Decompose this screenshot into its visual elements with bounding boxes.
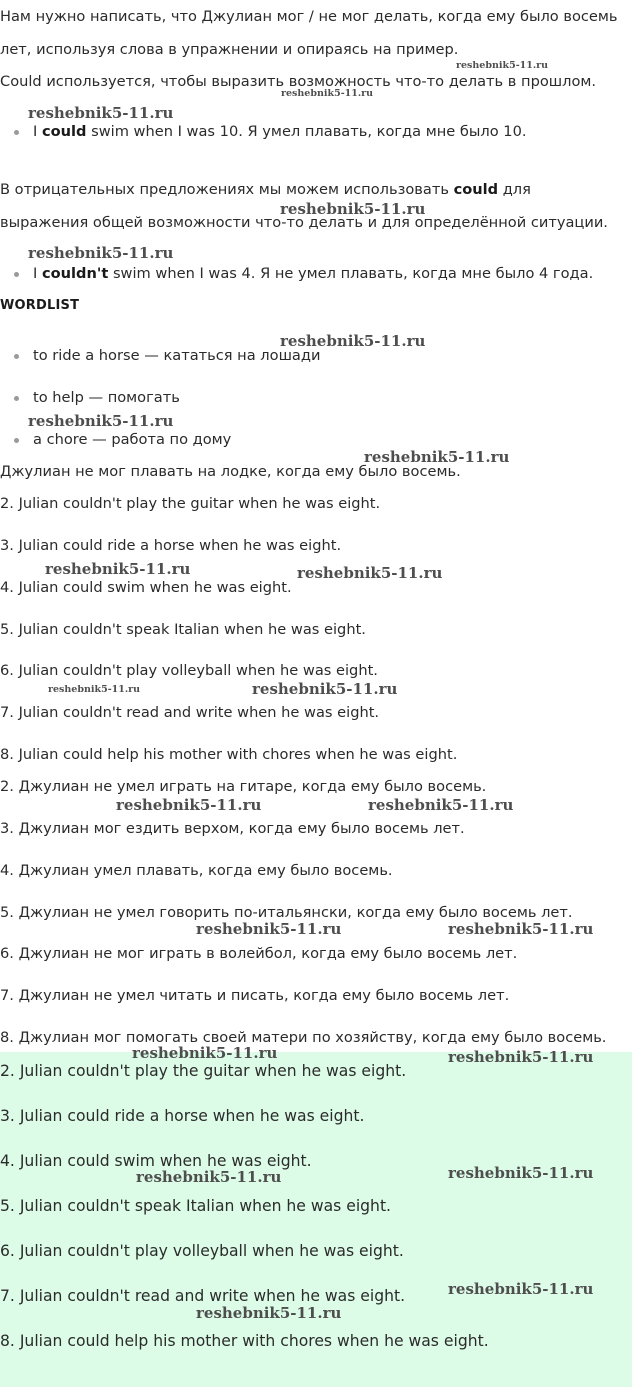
answer-ru-5: 5. Джулиан не умел говорить по-итальянски, когда ему было восемь лет. <box>0 904 573 921</box>
answer-ru-7: 7. Джулиан не умел читать и писать, когда ему было восемь лет. <box>0 987 510 1004</box>
watermark: reshebnik5-11.ru <box>364 448 510 466</box>
watermark: reshebnik5-11.ru <box>196 1304 342 1322</box>
answer-ru-6: 6. Джулиан не мог играть в волейбол, когда ему было восемь лет. <box>0 945 518 962</box>
answer-en-2: 2. Julian couldn't play the guitar when he was eight. <box>0 495 381 512</box>
wordlist-title: WORDLIST <box>0 298 80 313</box>
watermark: reshebnik5-11.ru <box>448 1164 594 1182</box>
watermark: reshebnik5-11.ru <box>456 60 549 71</box>
bullet-dot <box>14 272 19 277</box>
example-bullet-2: I couldn't swim when I was 4. Я не умел плавать, когда мне было 4 года. <box>0 263 632 285</box>
watermark: reshebnik5-11.ru <box>252 680 398 698</box>
negative-line-2: выражения общей возможности что-то делать и для определённой ситуации. <box>0 214 608 231</box>
watermark: reshebnik5-11.ru <box>281 88 374 99</box>
answer-en-4: 4. Julian could swim when he was eight. <box>0 579 292 596</box>
final-answer-4: 4. Julian could swim when he was eight. <box>0 1152 312 1170</box>
answer-en-3: 3. Julian could ride a horse when he was eight. <box>0 537 342 554</box>
watermark: reshebnik5-11.ru <box>116 796 262 814</box>
example-bullet-1: I could swim when I was 10. Я умел плавать, когда мне было 10. <box>0 121 632 143</box>
negative-line-1: В отрицательных предложениях мы можем использовать could для <box>0 181 531 198</box>
watermark: reshebnik5-11.ru <box>280 332 426 350</box>
keyword-couldnt: couldn't <box>41 265 109 282</box>
final-answer-5: 5. Julian couldn't speak Italian when he was eight. <box>0 1197 392 1215</box>
intro-line-1: Нам нужно написать, что Джулиан мог / не мог делать, когда ему было восемь <box>0 8 618 25</box>
wordlist-item: to help — помогать <box>0 387 632 409</box>
bullet-dot <box>14 396 19 401</box>
answer-en-6: 6. Julian couldn't play volleyball when he was eight. <box>0 662 378 679</box>
watermark: reshebnik5-11.ru <box>132 1044 278 1062</box>
final-answer-8: 8. Julian could help his mother with chores when he was eight. <box>0 1332 489 1350</box>
watermark: reshebnik5-11.ru <box>45 560 191 578</box>
watermark: reshebnik5-11.ru <box>28 412 174 430</box>
watermark: reshebnik5-11.ru <box>448 1280 594 1298</box>
answer-en-5: 5. Julian couldn't speak Italian when he was eight. <box>0 621 366 638</box>
keyword-could: could <box>41 123 87 140</box>
bullet-dot <box>14 354 19 359</box>
answer-en-7: 7. Julian couldn't read and write when he was eight. <box>0 704 380 721</box>
watermark: reshebnik5-11.ru <box>48 684 141 695</box>
watermark: reshebnik5-11.ru <box>28 104 174 122</box>
final-answer-7: 7. Julian couldn't read and write when he was eight. <box>0 1287 406 1305</box>
watermark: reshebnik5-11.ru <box>136 1168 282 1186</box>
watermark: reshebnik5-11.ru <box>368 796 514 814</box>
final-answer-6: 6. Julian couldn't play volleyball when he was eight. <box>0 1242 404 1260</box>
wordlist-item: a chore — работа по дому <box>0 429 632 451</box>
bullet-dot <box>14 438 19 443</box>
answer-ru-2: 2. Джулиан не умел играть на гитаре, когда ему было восемь. <box>0 778 487 795</box>
keyword-could-2: could <box>453 181 499 198</box>
answer-ru-8: 8. Джулиан мог помогать своей матери по хозяйству, когда ему было восемь. <box>0 1029 607 1046</box>
final-answer-2: 2. Julian couldn't play the guitar when he was eight. <box>0 1062 407 1080</box>
watermark: reshebnik5-11.ru <box>196 920 342 938</box>
answer-ru-3: 3. Джулиан мог ездить верхом, когда ему было восемь лет. <box>0 820 465 837</box>
answer-ru-4: 4. Джулиан умел плавать, когда ему было восемь. <box>0 862 393 879</box>
wordlist-item: to ride a horse — кататься на лошади <box>0 345 632 367</box>
answer-en-8: 8. Julian could help his mother with chores when he was eight. <box>0 746 458 763</box>
intro-line-2: лет, используя слова в упражнении и опираясь на пример. <box>0 41 459 58</box>
watermark: reshebnik5-11.ru <box>297 564 443 582</box>
final-answer-3: 3. Julian could ride a horse when he was eight. <box>0 1107 365 1125</box>
intro-line-3: Could используется, чтобы выразить возможность что-то делать в прошлом. <box>0 73 597 90</box>
example-sentence: Джулиан не мог плавать на лодке, когда ему было восемь. <box>0 463 461 480</box>
watermark: reshebnik5-11.ru <box>448 920 594 938</box>
watermark: reshebnik5-11.ru <box>280 200 426 218</box>
watermark: reshebnik5-11.ru <box>448 1048 594 1066</box>
bullet-dot <box>14 130 19 135</box>
watermark: reshebnik5-11.ru <box>28 244 174 262</box>
